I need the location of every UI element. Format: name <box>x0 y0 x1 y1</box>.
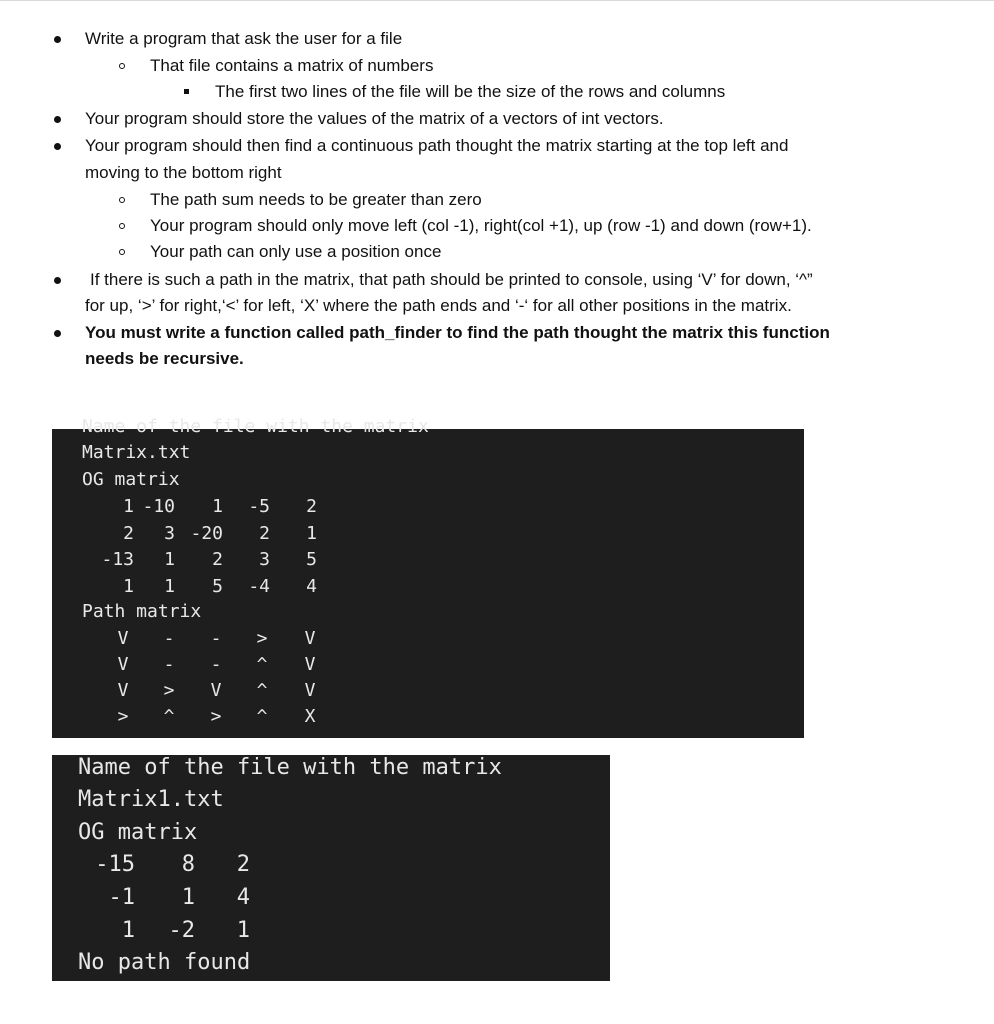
path-cell: V <box>304 628 316 649</box>
path-cell: V <box>210 680 222 701</box>
console-output-2 <box>52 755 610 981</box>
instruction-1: Write a program that ask the user for a file <box>85 29 403 48</box>
path-cell: ^ <box>256 654 268 675</box>
bullet-icon <box>54 143 61 150</box>
matrix-cell: -5 <box>248 496 270 517</box>
matrix-cell: 3 <box>164 522 175 544</box>
matrix-cell: 2 <box>212 549 223 570</box>
matrix-cell: 5 <box>212 575 223 597</box>
path-cell: > <box>117 706 129 727</box>
page-top-border <box>0 0 994 1</box>
matrix-cell: 1 <box>306 522 317 544</box>
bullet-icon <box>54 330 61 337</box>
matrix-cell: 1 <box>123 496 134 517</box>
instruction-1-sub: That file contains a matrix of numbers <box>150 56 434 75</box>
instruction-3-sub2: Your program should only move left (col -1), right(col +1), up (row -1) and down (row+1). <box>150 216 812 235</box>
path-cell: - <box>210 654 222 675</box>
instruction-3-sub1: The path sum needs to be greater than zero <box>150 190 482 209</box>
matrix-cell: 2 <box>259 522 270 544</box>
matrix-cell: 1 <box>121 918 135 943</box>
sub-bullet-icon <box>119 63 125 69</box>
matrix-cell: 1 <box>212 496 223 517</box>
instruction-5-line1: You must write a function called path_finder to find the path thought the matrix this function <box>85 323 830 342</box>
path-cell: V <box>117 628 129 649</box>
path-cell: > <box>210 706 222 727</box>
matrix-cell: 2 <box>123 522 134 544</box>
matrix-cell: -13 <box>101 549 134 570</box>
console-prompt-cut: Name of the file with the matrix <box>82 416 429 437</box>
bullet-icon <box>54 116 61 123</box>
path-cell: - <box>163 628 175 649</box>
matrix-cell: 2 <box>236 852 250 877</box>
path-cell: V <box>304 680 316 701</box>
matrix-cell: 1 <box>164 549 175 570</box>
path-cell: - <box>210 628 222 649</box>
path-cell: V <box>117 680 129 701</box>
matrix-cell: -2 <box>168 918 195 943</box>
path-cell: ^ <box>163 706 175 727</box>
matrix-cell: 1 <box>164 575 175 597</box>
matrix-cell: 1 <box>236 918 250 943</box>
matrix-cell: 2 <box>306 496 317 517</box>
instruction-5-line2: needs be recursive. <box>85 349 244 368</box>
console-output-1 <box>52 416 804 738</box>
instruction-3-line2: moving to the bottom right <box>85 163 282 182</box>
matrix-cell: -20 <box>190 522 223 544</box>
matrix-cell: 3 <box>259 549 270 570</box>
console-og-label: OG matrix <box>78 820 198 845</box>
matrix-cell: 8 <box>181 852 195 877</box>
matrix-cell: -1 <box>108 885 135 910</box>
console-og-label: OG matrix <box>82 469 180 490</box>
matrix-cell: 4 <box>306 575 317 597</box>
path-cell: > <box>163 680 175 701</box>
matrix-cell: -10 <box>142 496 175 517</box>
matrix-cell: 1 <box>123 575 134 597</box>
console-result: No path found <box>78 950 251 975</box>
square-bullet-icon <box>184 89 189 94</box>
matrix-cell: 5 <box>306 549 317 570</box>
instruction-3-sub3: Your path can only use a position once <box>150 242 442 261</box>
instruction-4-line1: If there is such a path in the matrix, that path should be printed to console, using ‘V’ for down, ‘^” <box>90 270 813 289</box>
path-cell: > <box>256 628 268 649</box>
sub-bullet-icon <box>119 197 125 203</box>
instruction-2: Your program should store the values of the matrix of a vectors of int vectors. <box>85 109 664 128</box>
sub-bullet-icon <box>119 223 125 229</box>
sub-bullet-icon <box>119 249 125 255</box>
instruction-1-subsub: The first two lines of the file will be the size of the rows and columns <box>215 82 726 101</box>
instruction-3-line1: Your program should then find a continuous path thought the matrix starting at the top left and <box>85 136 789 155</box>
console-filename: Matrix1.txt <box>78 787 224 812</box>
matrix-cell: 4 <box>236 885 250 910</box>
path-cell: ^ <box>256 706 268 727</box>
instruction-4-line2: for up, ‘>’ for right,‘<’ for left, ‘X’ where the path ends and ‘-‘ for all other positions in the matrix. <box>85 296 792 315</box>
matrix-cell: 1 <box>181 885 195 910</box>
bullet-icon <box>54 277 61 284</box>
path-cell: V <box>304 654 316 675</box>
console-prompt: Name of the file with the matrix <box>78 755 502 780</box>
path-cell: - <box>163 654 175 675</box>
path-cell: X <box>304 706 316 727</box>
bullet-icon <box>54 36 61 43</box>
console-path-label: Path matrix <box>82 601 202 622</box>
path-cell: ^ <box>256 680 268 701</box>
matrix-cell: -15 <box>95 852 135 877</box>
matrix-cell: -4 <box>248 575 270 597</box>
console-filename: Matrix.txt <box>82 442 191 463</box>
path-cell: V <box>117 654 129 675</box>
